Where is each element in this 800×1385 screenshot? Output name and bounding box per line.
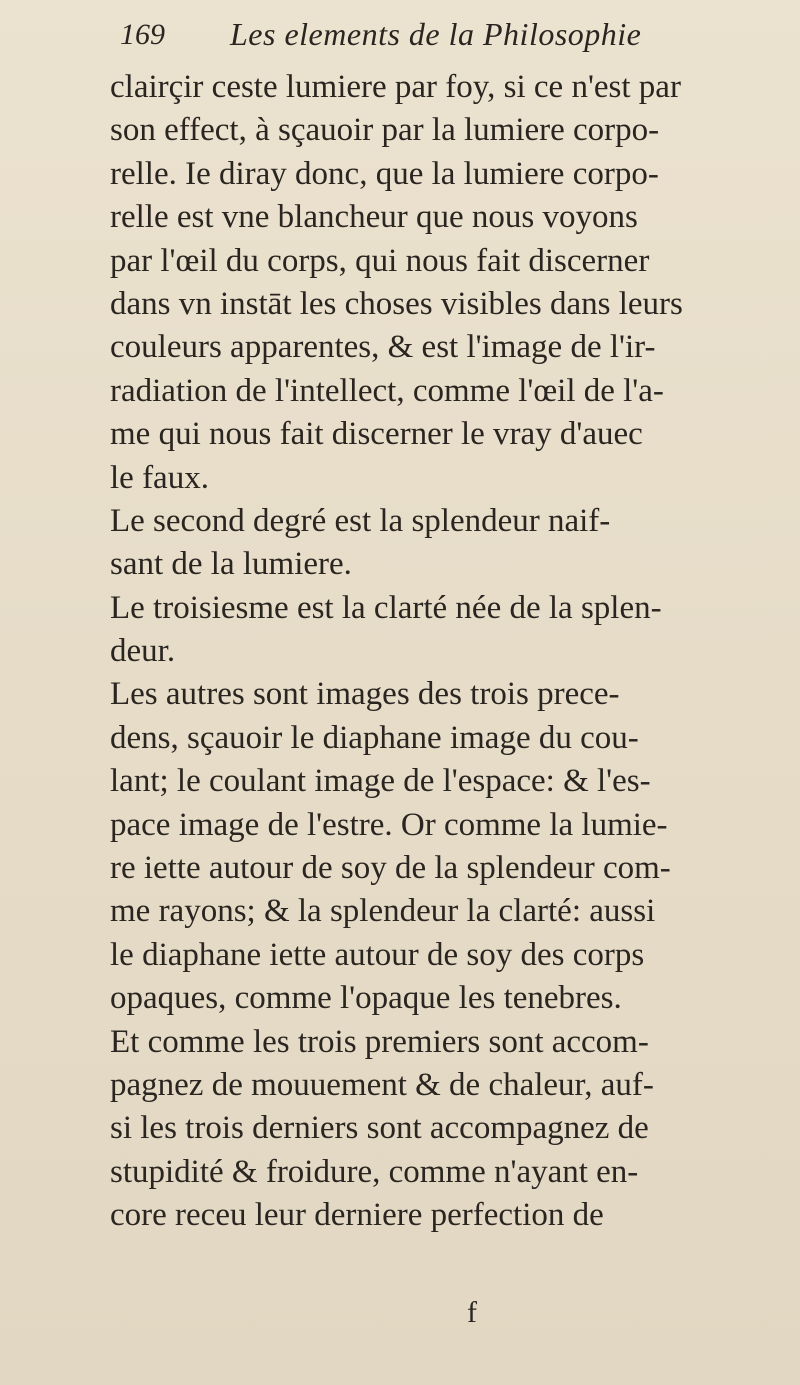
text-line: Le second degré est la splendeur naif- bbox=[110, 502, 611, 539]
text-line: clairçir ceste lumiere par foy, si ce n'est par bbox=[110, 69, 681, 105]
text-line: sant de la lumiere. bbox=[110, 546, 352, 583]
text-line: pace image de l'estre. Or comme la lumie- bbox=[110, 806, 668, 843]
text-line: couleurs apparentes, & est l'image de l'ir- bbox=[110, 329, 656, 366]
text-line: me rayons; & la splendeur la clarté: aussi bbox=[110, 893, 656, 930]
text-line: relle est vne blancheur que nous voyons bbox=[110, 199, 638, 236]
text-line: le diaphane iette autour de soy des corps bbox=[110, 936, 645, 973]
page-number: 169 bbox=[120, 18, 165, 51]
running-title: Les elements de la Philosophie bbox=[230, 16, 642, 52]
text-line: lant; le coulant image de l'espace: & l'es- bbox=[110, 763, 651, 800]
text-line: Les autres sont images des trois prece- bbox=[110, 676, 620, 713]
text-line: opaques, comme l'opaque les tenebres. bbox=[110, 980, 622, 1017]
text-line: relle. Ie diray donc, que la lumiere corpo- bbox=[110, 155, 659, 192]
text-line: pagnez de mouuement & de chaleur, auf- bbox=[110, 1066, 654, 1103]
text-line: son effect, à sçauoir par la lumiere corpo- bbox=[110, 112, 660, 149]
text-line: deur. bbox=[110, 633, 176, 670]
text-line: re iette autour de soy de la splendeur com- bbox=[110, 850, 671, 887]
text-line: le faux. bbox=[110, 459, 209, 496]
page-header bbox=[120, 14, 720, 60]
text-line: stupidité & froidure, comme n'ayant en- bbox=[110, 1153, 639, 1190]
text-line: me qui nous fait discerner le vray d'auec bbox=[110, 416, 643, 453]
text-line: dens, sçauoir le diaphane image du cou- bbox=[110, 719, 639, 756]
text-line: par l'œil du corps, qui nous fait discerner bbox=[110, 242, 650, 279]
signature-mark: f bbox=[467, 1295, 477, 1329]
body-text bbox=[110, 66, 720, 1238]
text-line: core receu leur derniere perfection de bbox=[110, 1197, 604, 1234]
text-line: radiation de l'intellect, comme l'œil de l'a- bbox=[110, 372, 664, 409]
text-line: dans vn instāt les choses visibles dans leurs bbox=[110, 285, 683, 322]
text-line: Et comme les trois premiers sont accom- bbox=[110, 1023, 649, 1060]
text-line: si les trois derniers sont accompagnez de bbox=[110, 1110, 649, 1147]
text-line: Le troisiesme est la clarté née de la splen- bbox=[110, 589, 662, 626]
